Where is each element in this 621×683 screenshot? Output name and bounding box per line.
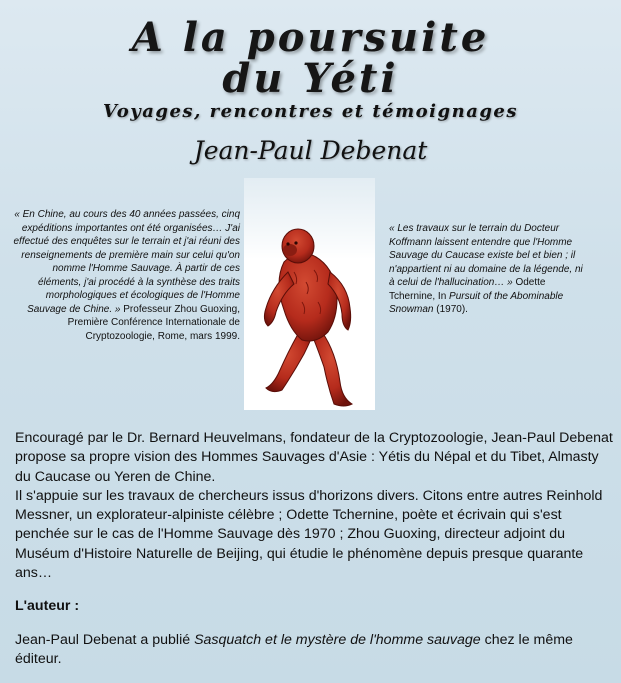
author-bio [15,631,615,670]
author-bio-book-title: Sasquatch et le mystère de l'homme sauvage [194,632,481,648]
quote-right-text: « Les travaux sur le terrain du Docteur Koffmann laissent entendre que l'Homme Sauvage du Caucase existe bel et bien ; il n'appartient ni au domaine de la légende, ni à celui de l'hallucination… » [389,223,583,288]
author-name: Jean-Paul Debenat [193,136,428,165]
quote-left-source: Professeur Zhou Guoxing, Première Conférence Internationale de Cryptozoologie, Rome, mars 1999. [67,303,240,342]
quote-right-source-title: Pursuit of the Abominable Snowman [389,290,564,315]
quote-right-source-name: Odette Tchernine, In [389,277,546,302]
book-subtitle: Voyages, rencontres et témoignages [102,101,519,122]
description-paragraph-2: Il s'appuie sur les travaux de chercheurs issus d'horizons divers. Citons entre autres Reinhold Messner, un explorateur-alpiniste célèbre ; Odette Tchernine, poète et écrivain qui s'est penchée sur le cas de l'Homme Sauvage dès 1970 ; Zhou Guoxing, directeur adjoint du Muséum d'Histoire Naturelle de Beijing, qui étudie le phénomène depuis presque quarante ans… [15,487,603,582]
quote-right-source-year: (1970). [436,304,468,315]
book-title-line-2: du Yéti [222,55,399,102]
description-paragraph-1: Encouragé par le Dr. Bernard Heuvelmans, fondateur de la Cryptozoologie, Jean-Paul Debenat propose sa propre vision des Hommes Sauvages d'Asie : Yétis du Népal et du Tibet, Almasty du Caucase ou Yeren de Chine. [15,430,613,485]
author-bio-text-before: Jean-Paul Debenat a publié [15,632,191,648]
book-title-line-1: A la poursuite [131,14,490,61]
author-bio-text-after: chez le même éditeur. [15,632,573,668]
quote-left-text: « En Chine, au cours des 40 années passées, cinq expéditions importantes ont été organisées… J'ai effectué des enquêtes sur le terrain et j'ai réuni des renseignements de première main sur celui qu'on nomme l'Homme Sauvage. À partir de ces éléments, j'ai procédé à la synthèse des traits morphologiques et écologiques de l'Homme Sauvage de Chine. » [13,209,240,315]
book-description [15,429,615,583]
quote-left [8,208,240,343]
quote-right [389,222,589,317]
author-section-heading: L'auteur : [15,598,80,614]
yeti-figure-icon [244,222,375,410]
